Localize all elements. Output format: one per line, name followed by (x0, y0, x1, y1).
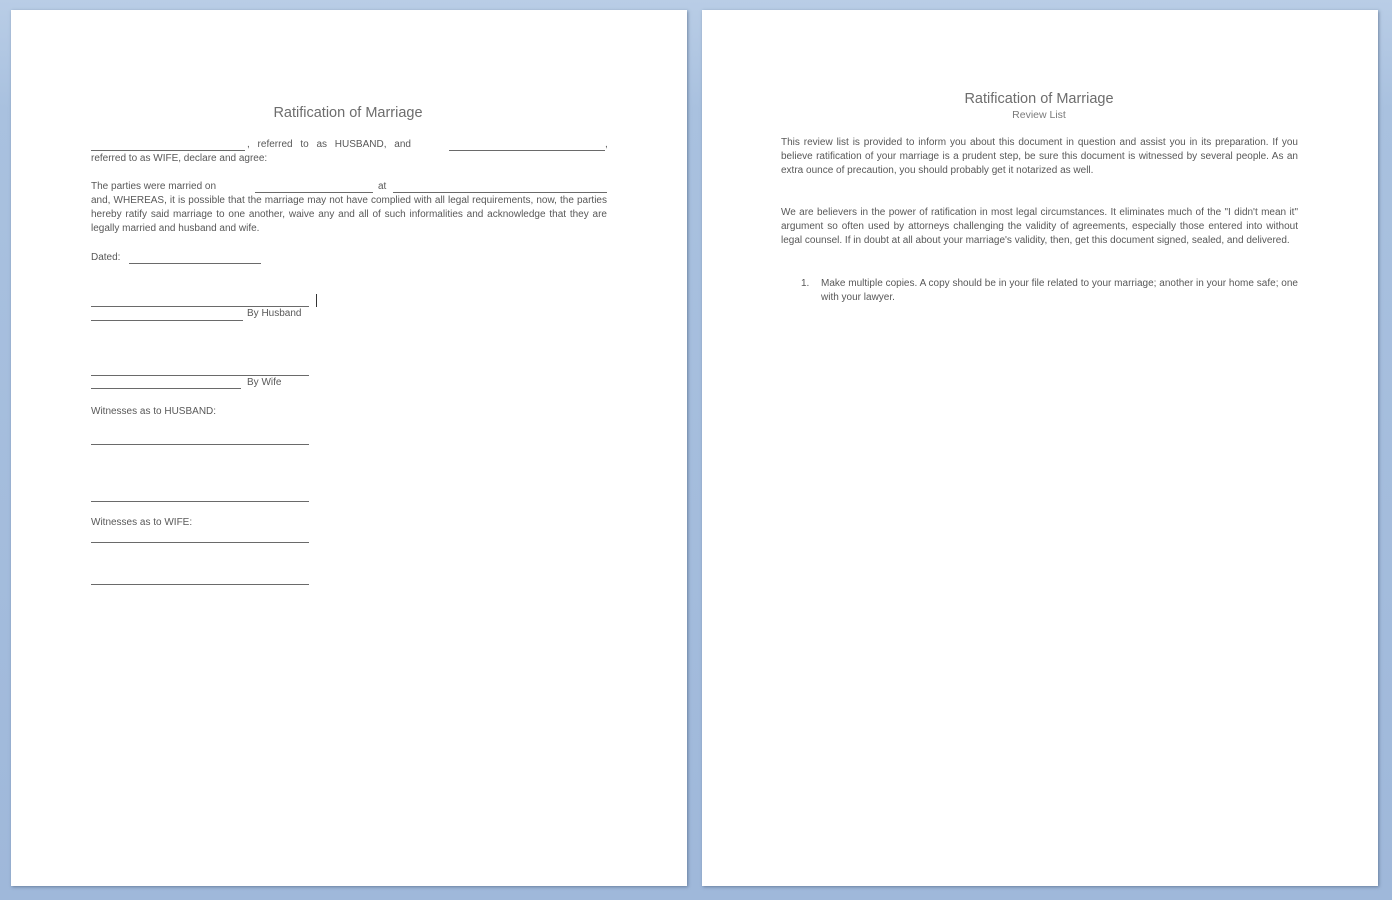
page-title: Ratification of Marriage (273, 105, 423, 121)
document-page-2 (702, 10, 1378, 886)
page-title: Ratification of Marriage (964, 91, 1114, 107)
witness-husband-line-1 (91, 444, 309, 445)
witness-wife-line-1 (91, 542, 309, 543)
list-item-number: 1. (801, 278, 810, 289)
dated-label: Dated: (91, 252, 121, 263)
husband-print-line (91, 320, 243, 321)
wife-name-blank (449, 150, 605, 151)
witness-husband-line-2 (91, 501, 309, 502)
married-on-text: The parties were married on (91, 181, 217, 192)
document-page-1 (11, 10, 687, 886)
wife-print-line (91, 388, 241, 389)
witness-wife-line-2 (91, 584, 309, 585)
intro-comma: , (605, 139, 608, 150)
page-subtitle: Review List (1012, 109, 1066, 121)
at-text: at (378, 181, 387, 192)
marriage-date-blank (255, 192, 373, 193)
by-husband-label: By Husband (247, 308, 302, 319)
review-paragraph-2: We are believers in the power of ratification in most legal circumstances. It eliminates much of the "I didn't mean it" argument so often used by attorneys challenging the validity of agreements, especially those entered into without legal counsel. If in doubt at all about your marriage's validity, then, get this document signed, sealed, and delivered. (781, 207, 1298, 246)
whereas-paragraph: and, WHEREAS, it is possible that the marriage may not have complied with all legal requirements, now, the parties hereby ratify said marriage to one another, waive any and all of such informalities and acknowledge that they are legally married and husband and wife. (91, 195, 607, 234)
text-cursor (316, 294, 317, 307)
referred-wife-text: referred to as WIFE, declare and agree: (91, 153, 268, 164)
witnesses-wife-label: Witnesses as to WIFE: (91, 517, 193, 528)
referred-husband-text: , referred to as HUSBAND, and (247, 139, 411, 150)
review-paragraph-1: This review list is provided to inform you about this document in question and assist you in its preparation. If you believe ratification of your marriage is a prudent step, be sure this document is witnessed by several people. As an extra ounce of precaution, you should probably get it notarized as well. (781, 137, 1298, 176)
marriage-place-blank (393, 192, 607, 193)
dated-blank (129, 263, 261, 264)
witnesses-husband-label: Witnesses as to HUSBAND: (91, 406, 217, 417)
list-item: Make multiple copies. A copy should be in your file related to your marriage; another in your home safe; one with your lawyer. (821, 278, 1298, 303)
by-wife-label: By Wife (247, 377, 282, 388)
husband-name-blank (91, 150, 245, 151)
